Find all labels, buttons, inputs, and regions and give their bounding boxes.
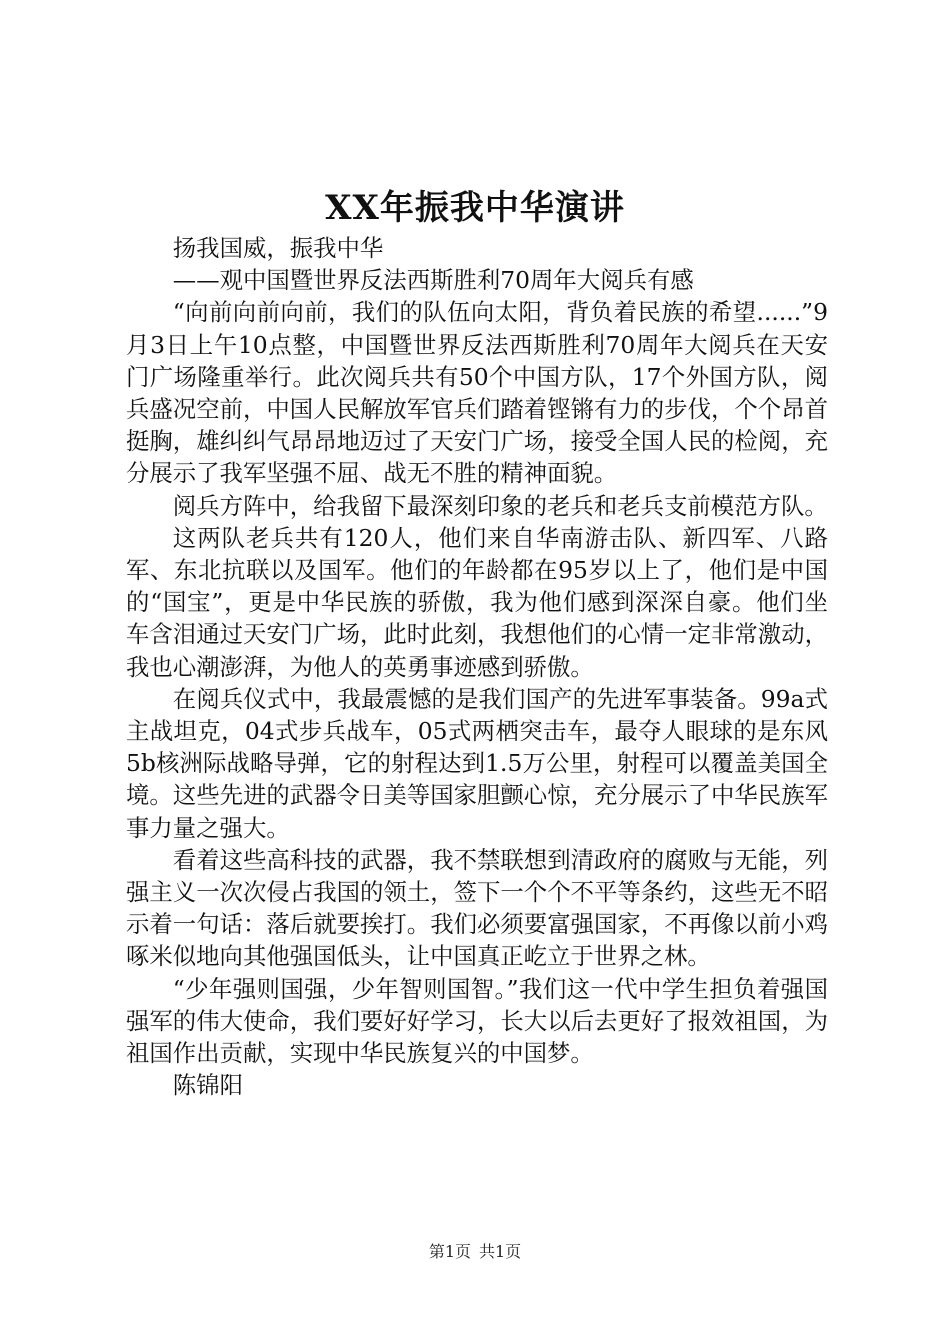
document-title: XX年振我中华演讲 [325,188,625,228]
page-total: 共1页 [479,1242,522,1261]
body-paragraph: 在阅兵仪式中，我最震憾的是我们国产的先进军事装备。99a式主战坦克，04式步兵战车，05式两栖突击车，最夺人眼球的是东风5b核洲际战略导弹，它的射程达到1.5万公里，射程可以覆盖美国全境。这些先进的武器令日美等国家胆颤心惊，充分展示了中华民族军事力量之强大。 [126,684,828,842]
subtitle-line: ——观中国暨世界反法西斯胜利70周年大阅兵有感 [172,266,694,295]
body-paragraph: “少年强则国强，少年智则国智。”我们这一代中学生担负着强国强军的伟大使命，我们要好好学习，长大以后去更好了报效祖国，为祖国作出贡献，实现中华民族复兴的中国梦。 [126,974,828,1068]
page-number: 第1页 [428,1242,471,1261]
page-footer [0,1242,950,1262]
body-paragraph: 看着这些高科技的武器，我不禁联想到清政府的腐败与无能，列强主义一次次侵占我国的领土，签下一个个不平等条约，这些无不昭示着一句话：落后就要挨打。我们必须要富强国家，不再像以前小鸡啄米似地向其他强国低头，让中国真正屹立于世界之林。 [126,845,828,971]
subtitle-line: 扬我国威，振我中华 [172,234,384,262]
document-body [126,232,828,1101]
body-paragraph: 阅兵方阵中，给我留下最深刻印象的老兵和老兵支前模范方队。 [172,491,828,520]
body-paragraph: “向前向前向前，我们的队伍向太阳，背负着民族的希望......”9月3日上午10点整，中国暨世界反法西斯胜利70周年大阅兵在天安门广场隆重举行。此次阅兵共有50个中国方队，17个外国方队，阅兵盛况空前，中国人民解放军官兵们踏着铿锵有力的步伐，个个昂首挺胸，雄纠纠气昂昂地迈过了天安门广场，接受全国人民的检阅，充分展示了我军坚强不屈、战无不胜的精神面貌。 [126,298,828,488]
body-paragraph: 这两队老兵共有120人，他们来自华南游击队、新四军、八路军、东北抗联以及国军。他们的年龄都在95岁以上了，他们是中国的“国宝”，更是中华民族的骄傲，我为他们感到深深自豪。他们坐车含泪通过天安门广场，此时此刻，我想他们的心情一定非常激动，我也心潮澎湃，为他人的英勇事迹感到骄傲。 [126,523,828,681]
author-name: 陈锦阳 [172,1071,243,1100]
